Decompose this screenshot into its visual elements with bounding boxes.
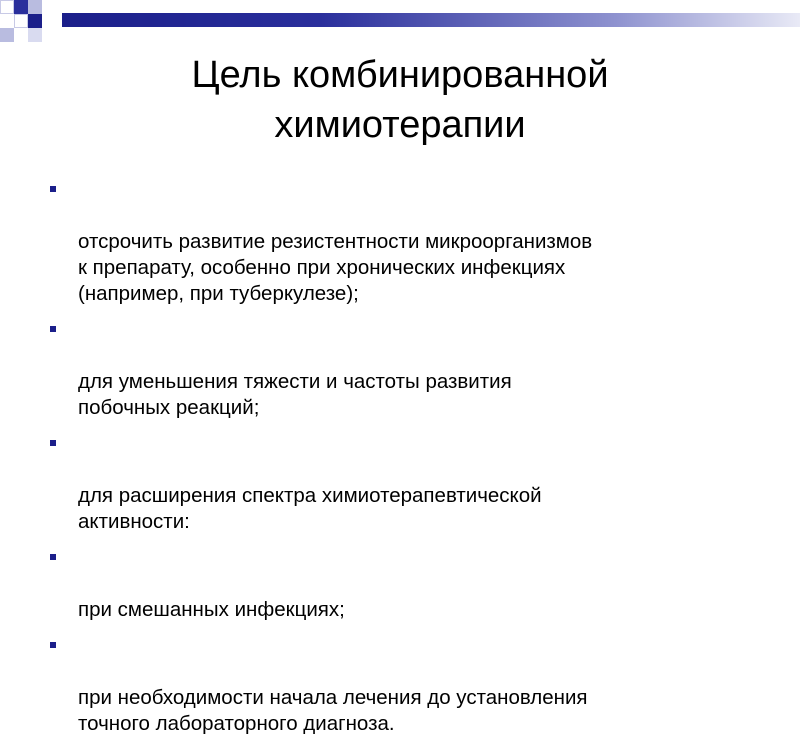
header-band [62, 13, 800, 27]
bullet-list [48, 177, 768, 747]
bullet-text: для расширения спектра химиотерапевтической активности: [78, 484, 542, 533]
decor-square [28, 14, 42, 28]
decor-square [14, 0, 28, 14]
decor-square [0, 28, 14, 42]
bullet-text: для уменьшения тяжести и частоты развития побочных реакций; [78, 370, 512, 419]
list-item [48, 317, 768, 421]
slide-title: Цель комбинированной химиотерапии [191, 54, 609, 146]
square-bullet-icon [50, 326, 56, 332]
square-bullet-icon [50, 186, 56, 192]
square-bullet-icon [50, 642, 56, 648]
decor-square [14, 14, 28, 28]
bullet-text: при смешанных инфекциях; [78, 598, 345, 621]
bullet-text: отсрочить развитие резистентности микроорганизмов к препарату, особенно при хронических инфекциях (например, при туберкулезе); [78, 230, 593, 305]
list-item [48, 545, 768, 623]
square-bullet-icon [50, 440, 56, 446]
decor-square [28, 28, 42, 42]
square-bullet-icon [50, 554, 56, 560]
list-item [48, 633, 768, 737]
decor-square [0, 0, 14, 14]
bullet-text: при необходимости начала лечения до установления точного лабораторного диагноза. [78, 686, 588, 735]
list-item [48, 177, 768, 307]
list-item [48, 431, 768, 535]
decor-square [28, 0, 42, 14]
